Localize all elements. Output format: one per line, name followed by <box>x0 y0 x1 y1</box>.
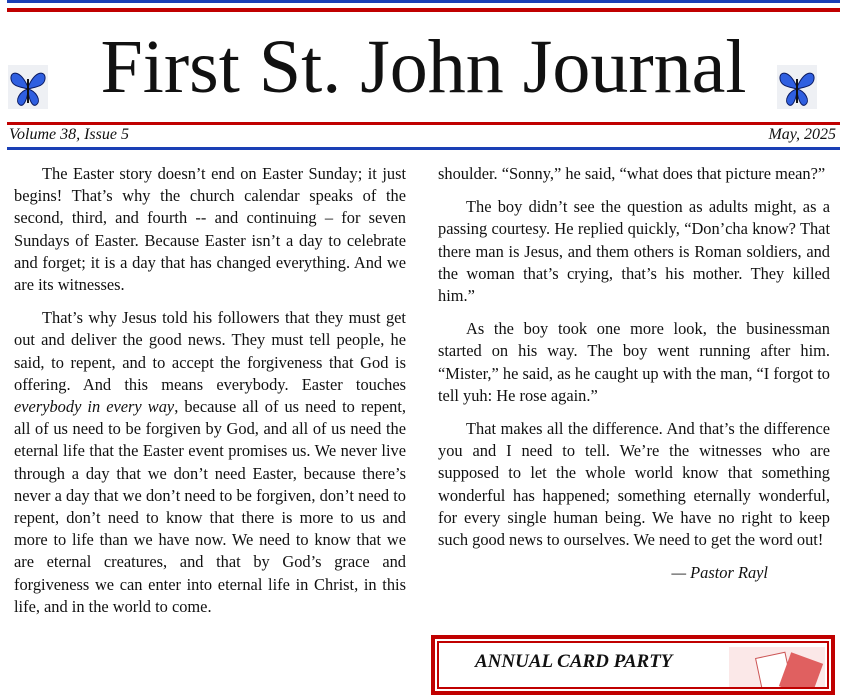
paragraph: shoulder. “Sonny,” he said, “what does that picture mean?” <box>438 164 826 183</box>
text: That’s why Jesus told his followers that they must get out and deliver the good news. They must tell people, he said, to repent, and to accept the forgiveness that God is offering. And this means everybody. Easter touches <box>14 308 406 394</box>
right-column <box>438 163 830 595</box>
masthead-title: First St. John Journal <box>100 25 747 109</box>
playing-cards-icon <box>729 647 825 687</box>
emphasis: everybody in every way <box>14 397 175 417</box>
paragraph: The Easter story doesn’t end on Easter Sunday; it just begins! That’s why the church calendar speaks of the second, third, and fourth -- and continuing – for seven Sundays of Easter. Because Easter isn’t a day to celebrate and forget; it is a day that has changed everything. And we are its witnesses. <box>14 164 406 295</box>
paragraph <box>14 307 406 618</box>
paragraph: That makes all the difference. And that’s the difference you and I need to tell. We’re the witnesses who are supposed to let the whole world know that something wonderful has happened; something eternally wonderful, for every single human being. We have no right to keep such good news to ourselves. We need to get the word out! <box>438 419 830 550</box>
issue-date: May, 2025 <box>768 126 836 143</box>
paragraph: The boy didn’t see the question as adults might, as a passing courtesy. He replied quickly, “Don’cha know? That there man is Jesus, and them others is Roman soldiers, and the woman that’s crying, that’s his mother. They killed him.” <box>438 197 830 306</box>
card-party-box <box>431 635 835 695</box>
top-rule <box>7 0 840 3</box>
masthead-blue-rule <box>7 147 840 150</box>
masthead-red-rule <box>7 122 840 125</box>
signature: — Pastor Rayl <box>671 563 768 583</box>
paragraph: As the boy took one more look, the businessman started on his way. The boy went running after him. “Mister,” he said, as he caught up with the man, “I forgot to tell yuh: He rose again.” <box>438 319 830 405</box>
text: , because all of us need to repent, all of us need to be forgiven by God, and all of us need the eternal life that the Easter event promises us. We never live through a day that we don’t need Easter, because there’s never a day that we don’t need to be forgiven, don’t need to repent, don’t need to know that there is more to us and more to life than we have now. We need to know that we are eternal creatures, and that by God’s grace and forgiveness we can enter into eternal life in Christ, in this life, and in the world to come. <box>14 397 406 616</box>
card-party-title: ANNUAL CARD PARTY <box>475 651 673 672</box>
left-column <box>14 163 406 629</box>
top-red-rule <box>7 8 840 12</box>
volume-issue: Volume 38, Issue 5 <box>9 126 129 143</box>
